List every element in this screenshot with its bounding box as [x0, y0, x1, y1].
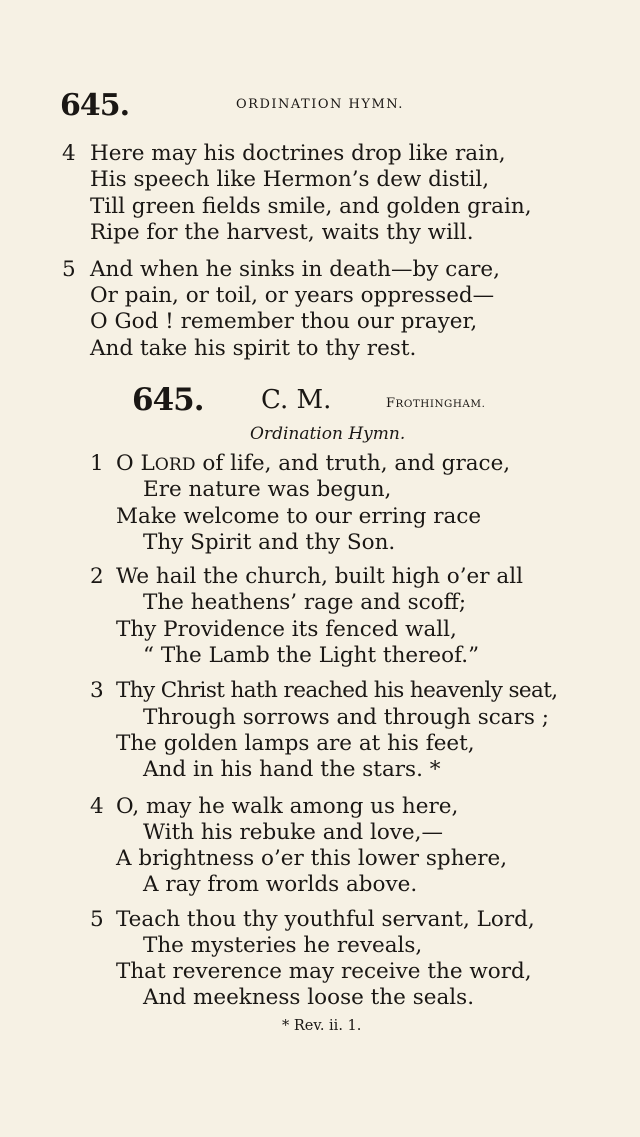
verse-line: Make welcome to our erring race — [116, 504, 482, 529]
verse-line: A brightness o’er this lower sphere, — [116, 846, 508, 871]
verse-line: And meekness loose the seals. — [143, 985, 475, 1010]
verse-line: Thy Providence its fenced wall, — [116, 617, 457, 642]
verse-line: O, may he walk among us here, — [116, 794, 459, 819]
footnote: * Rev. ii. 1. — [282, 1018, 362, 1034]
hymn-title: Ordination Hymn. — [250, 424, 406, 444]
verse-line: O LORD of life, and truth, and grace, — [116, 451, 511, 476]
verse-number: 4 — [62, 141, 76, 166]
verse-line: The heathens’ rage and scoff; — [143, 590, 467, 615]
verse-line: And take his spirit to thy rest. — [90, 336, 417, 361]
verse-line: And in his hand the stars. * — [143, 757, 441, 782]
verse-line: That reverence may receive the word, — [116, 959, 532, 984]
verse-line: With his rebuke and love,— — [143, 820, 443, 845]
running-title: ORDINATION HYMN. — [236, 97, 404, 112]
verse-number: 3 — [90, 678, 104, 703]
verse-line: “ The Lamb the Light thereof.” — [143, 643, 480, 668]
verse-number: 4 — [90, 794, 104, 819]
verse-number: 1 — [90, 451, 104, 476]
hymn-author: FROTHINGHAM. — [386, 396, 486, 411]
verse-number: 2 — [90, 564, 104, 589]
hymn-heading — [0, 382, 640, 422]
verse-line: And when he sinks in death—by care, — [90, 257, 500, 282]
verse-line: The golden lamps are at his feet, — [116, 731, 475, 756]
verse-line: Or pain, or toil, or years oppressed— — [90, 283, 495, 308]
verse-number: 5 — [62, 257, 76, 282]
page-header — [60, 88, 580, 122]
verse-line: Teach thou thy youthful servant, Lord, — [116, 907, 535, 932]
verse-line: Thy Spirit and thy Son. — [143, 530, 396, 555]
verse-line: We hail the church, built high o’er all — [116, 564, 523, 589]
verse-line: Through sorrows and through scars ; — [143, 705, 549, 730]
verse-number: 5 — [90, 907, 104, 932]
verse-line: Thy Christ hath reached his heavenly seat, — [116, 678, 558, 703]
verse-line: O God ! remember thou our prayer, — [90, 309, 478, 334]
verse-line: A ray from worlds above. — [143, 872, 418, 897]
hymn-number: 645. — [132, 382, 204, 418]
verse-line: His speech like Hermon’s dew distil, — [90, 167, 490, 192]
verse-line: Till green fields smile, and golden grain, — [90, 194, 532, 219]
verse-line: Here may his doctrines drop like rain, — [90, 141, 506, 166]
verse-line: Ere nature was begun, — [143, 477, 392, 502]
verse-line: The mysteries he reveals, — [143, 933, 423, 958]
hymn-meter: C. M. — [261, 385, 332, 415]
page-number: 645. — [60, 88, 130, 123]
verse-line: Ripe for the harvest, waits thy will. — [90, 220, 474, 245]
